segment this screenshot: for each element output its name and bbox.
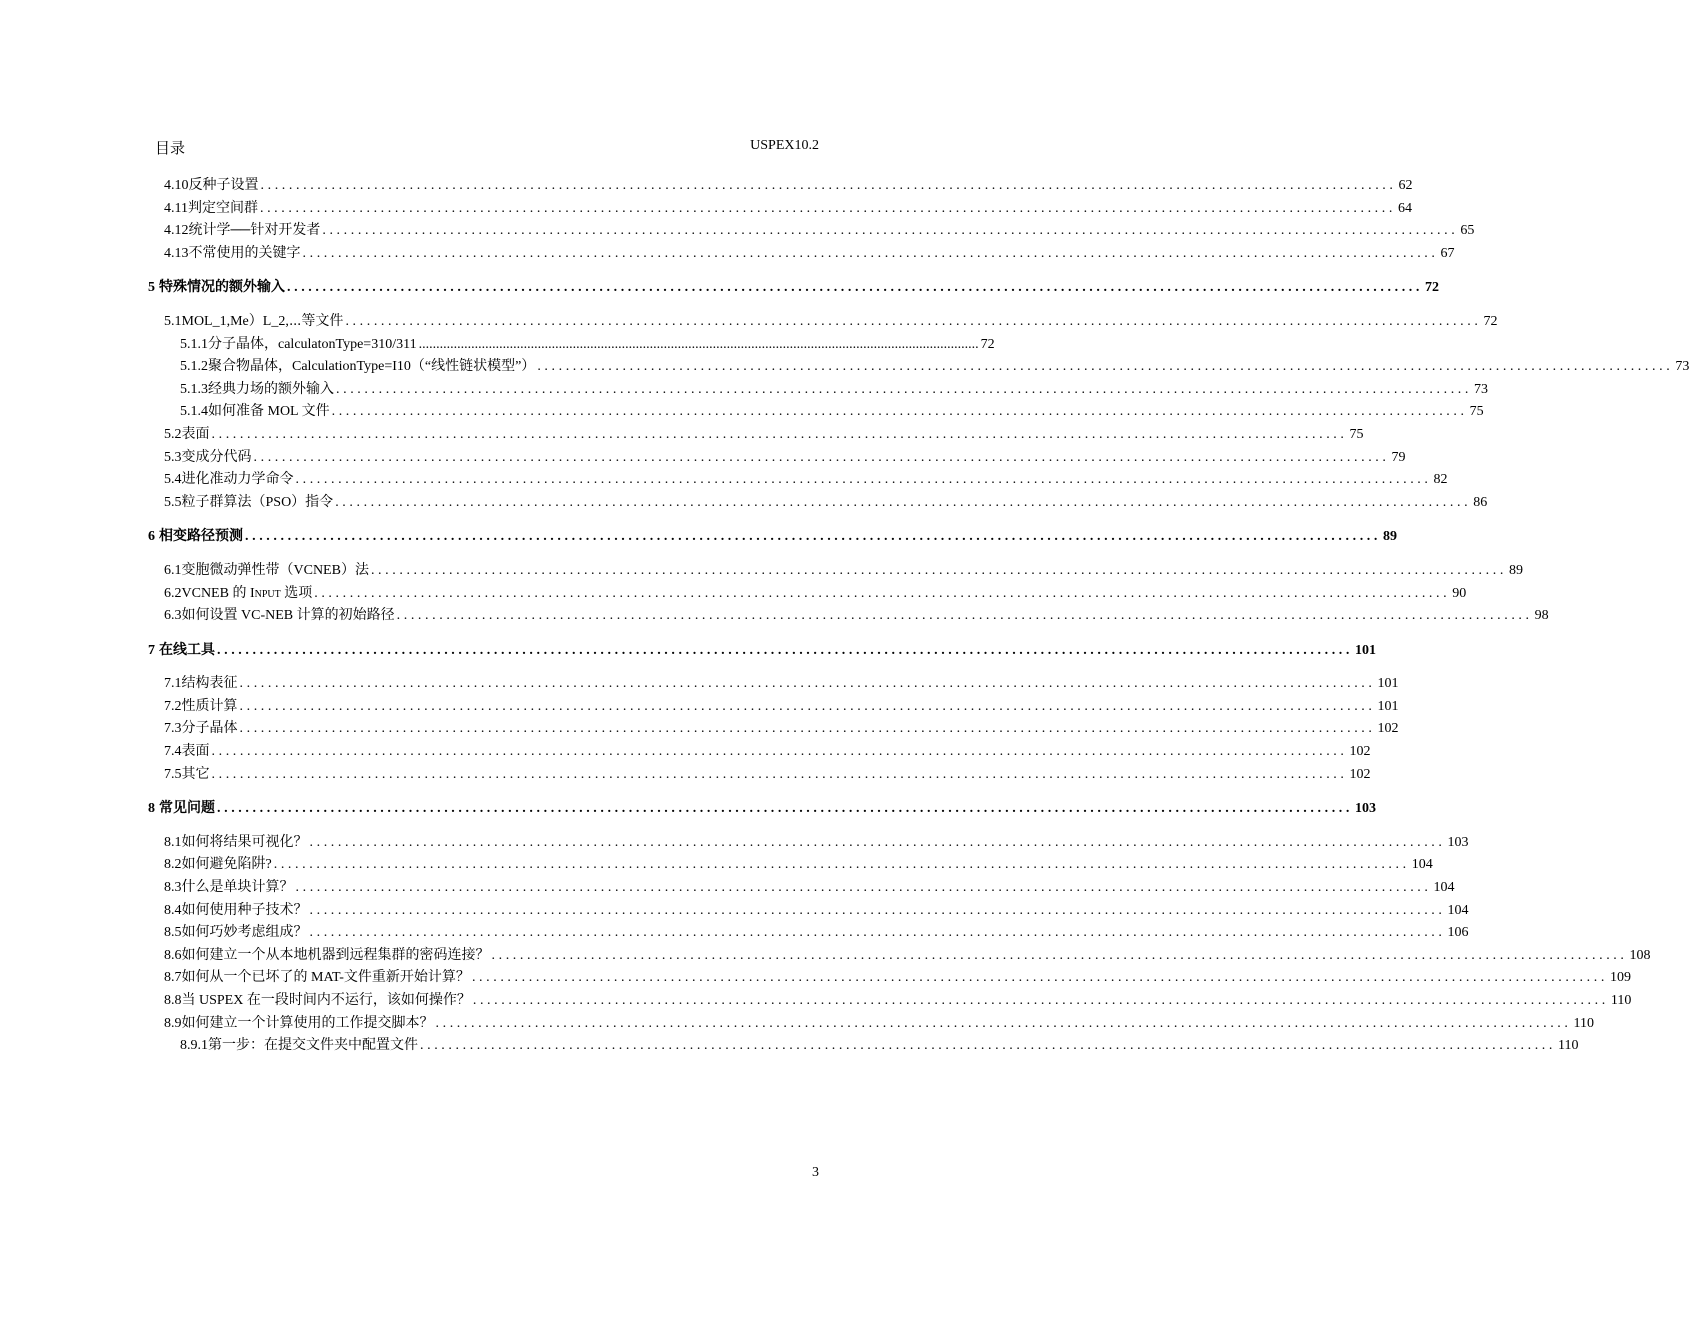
toc-leader-dots: ................................................................................................................................................................ — [435, 1015, 1572, 1031]
toc-leader-dots: ................................................................................................................................................................ — [471, 970, 1608, 986]
toc-entry-title: 统计学──针对开发者 — [188, 223, 321, 239]
header-document-version: USPEX10.2 — [750, 138, 819, 153]
toc-entry-number: 8.4 — [164, 902, 182, 918]
toc-entry-page: 101 — [1377, 698, 1399, 714]
toc-entry-number: 8.9 — [164, 1015, 182, 1031]
toc-entry-title: MOL_1,Me）L_2,⋯等文件 — [181, 313, 344, 329]
toc-entry-number: 4.12 — [164, 223, 189, 239]
toc-leader-dots: ................................................................................................................................................................ — [217, 801, 1353, 817]
toc-entry-title: 如何建立一个从本地机器到远程集群的密码连接？ — [181, 947, 490, 963]
toc-leader-dots: ................................................................................................................................................................ — [217, 642, 1353, 658]
toc-entry[interactable] — [148, 198, 1412, 221]
toc-entry-number: 5.1.3 — [180, 381, 208, 397]
toc-entry[interactable] — [148, 696, 1399, 719]
toc-entry-number: 5.1.4 — [180, 404, 208, 420]
toc-entry[interactable] — [148, 1035, 1579, 1058]
toc-entry[interactable] — [148, 741, 1371, 764]
toc-entry-number: 6.2 — [164, 585, 182, 601]
toc-leader-dots: ................................................................................................................................................................ — [309, 902, 1446, 918]
toc-entry-page: 73 — [1675, 359, 1689, 375]
toc-leader-dots: ................................................................................................................................................................ — [472, 993, 1609, 1008]
toc-entry-page: 67 — [1440, 245, 1455, 261]
toc-leader-dots: ................................................................................................................................................................ — [211, 426, 1348, 442]
toc-entry-page: 109 — [1609, 970, 1631, 986]
table-of-contents — [148, 175, 1689, 1058]
toc-entry-number: 7.1 — [164, 676, 182, 692]
toc-entry-page: 98 — [1534, 608, 1549, 624]
toc-entry[interactable] — [148, 583, 1467, 606]
toc-entry-title: 如何避免陷阱? — [181, 857, 272, 873]
toc-entry-page: 82 — [1433, 472, 1448, 488]
toc-entry[interactable] — [148, 243, 1455, 266]
toc-entry-title: 如何巧妙考虑组成？ — [181, 925, 308, 941]
toc-leader-dots: ................................................................................................................................................................ — [537, 359, 1674, 375]
toc-entry-number: 6.3 — [164, 608, 182, 624]
toc-entry-number: 7.2 — [164, 698, 182, 714]
toc-entry-page: 102 — [1349, 766, 1371, 782]
toc-entry[interactable] — [148, 673, 1399, 696]
toc-entry-page: 110 — [1573, 1015, 1594, 1031]
toc-entry-title: 第一步：在提交文件夹中配置文件 — [208, 1038, 418, 1054]
toc-entry-page: 65 — [1460, 223, 1475, 239]
toc-entry-number: 8.5 — [164, 925, 182, 941]
toc-entry-page: 103 — [1355, 801, 1376, 817]
toc-entry-page: 72 — [1425, 280, 1439, 296]
toc-entry-number: 5.4 — [164, 472, 182, 488]
toc-leader-dots: ................................................................................................................................................................ — [309, 834, 1446, 850]
toc-chapter-entry[interactable] — [148, 526, 1397, 549]
toc-entry-number: 8.1 — [164, 834, 182, 850]
toc-entry-title: 如何准备 MOL 文件 — [208, 404, 330, 420]
toc-entry[interactable] — [148, 945, 1651, 968]
toc-entry-page: 75 — [1469, 404, 1484, 420]
toc-entry-title: 表面 — [181, 426, 210, 442]
toc-entry-title: 进化准动力学命令 — [181, 472, 294, 488]
toc-leader-dots: ................................................................................................................................................................ — [314, 585, 1451, 601]
toc-entry-page: 90 — [1452, 585, 1467, 601]
toc-chapter-entry[interactable] — [148, 640, 1376, 663]
toc-entry-number: 6 — [148, 529, 155, 545]
toc-leader-dots: ................................................................................................................................................................ — [245, 529, 1381, 545]
toc-entry[interactable] — [148, 356, 1689, 379]
toc-leader-dots: ................................................................................................................................................................ — [302, 245, 1439, 261]
toc-entry-title: 粒子群算法（PSO）指令 — [181, 494, 334, 510]
toc-entry-page: 108 — [1629, 947, 1651, 963]
toc-leader-dots: ................................................................................................................................................................ — [322, 223, 1459, 239]
toc-entry-page: 102 — [1349, 744, 1371, 760]
toc-entry-page: 103 — [1447, 834, 1469, 850]
toc-entry[interactable] — [148, 718, 1399, 741]
toc-entry-title: 相变路径预测 — [159, 529, 243, 545]
toc-entry[interactable] — [148, 764, 1371, 787]
toc-leader-dots: ................................................................................................................................................................ — [295, 472, 1432, 488]
toc-entry-title: 聚合物晶体，CalculationType=I10（“线性链状模型”） — [208, 359, 536, 375]
toc-entry-title: 变胞微动弹性带（VCNEB）法 — [181, 562, 369, 578]
toc-entry-number: 5.1.1 — [180, 336, 208, 352]
toc-entry-title: 其它 — [181, 766, 210, 782]
header-section-title: 目录 — [155, 141, 186, 157]
toc-entry-title: 判定空间群 — [187, 200, 258, 216]
toc-chapter-entry[interactable] — [148, 277, 1439, 300]
toc-entry-page: 104 — [1447, 902, 1469, 918]
toc-entry[interactable] — [148, 900, 1469, 923]
toc-leader-dots: ................................................................................................................................................................ — [253, 449, 1390, 465]
toc-entry-page: 86 — [1473, 494, 1488, 510]
toc-entry-page: 89 — [1383, 529, 1397, 545]
toc-entry-page: 104 — [1433, 880, 1455, 896]
toc-entry[interactable] — [148, 1013, 1594, 1036]
toc-entry-page: 110 — [1558, 1038, 1579, 1054]
toc-entry[interactable] — [148, 605, 1549, 628]
toc-entry[interactable] — [148, 854, 1433, 877]
toc-entry-title: 表面 — [181, 744, 210, 760]
toc-leader-dots: ................................................................................................................................................................ — [287, 280, 1423, 296]
page-number: 3 — [812, 1165, 819, 1180]
toc-entry[interactable] — [148, 469, 1448, 492]
toc-leader-dots: ................................................................................................................................................................ — [273, 857, 1410, 873]
toc-leader-dots: ................................................................................................................................................................ — [420, 1038, 1556, 1054]
toc-entry-number: 7.3 — [164, 721, 182, 737]
toc-entry-page: 102 — [1377, 721, 1399, 737]
toc-entry-number: 4.11 — [164, 200, 188, 216]
toc-chapter-entry[interactable] — [148, 798, 1376, 821]
toc-entry[interactable] — [148, 447, 1406, 470]
toc-leader-dots: ................................................................................................................................................................ — [345, 313, 1482, 329]
toc-entry-title: 分子晶体，calculatonType=310/311 — [208, 336, 417, 352]
toc-leader-dots: ................................................................................................................................................................ — [211, 744, 1348, 760]
toc-entry-number: 8.7 — [164, 970, 182, 986]
toc-leader-dots: ................................................................................................................................................................ — [396, 608, 1533, 624]
toc-entry-page: 73 — [1474, 381, 1488, 397]
toc-entry-title: 当 USPEX 在一段时间内不运行，该如何操作？ — [181, 993, 471, 1008]
toc-entry-title: 性质计算 — [181, 698, 238, 714]
toc-entry[interactable] — [148, 922, 1469, 945]
toc-entry-number: 5.2 — [164, 426, 182, 442]
toc-entry[interactable] — [148, 560, 1523, 583]
toc-entry-title: 不常使用的关键字 — [188, 245, 301, 261]
toc-entry-title: VCNEB 的 Input 选项 — [181, 585, 313, 601]
toc-entry-number: 6.1 — [164, 562, 182, 578]
toc-entry-title: 分子晶体 — [181, 721, 238, 737]
toc-leader-dots: ................................................................................................................................................................ — [239, 721, 1376, 737]
toc-entry-title: 反种子设置 — [188, 178, 259, 193]
toc-entry[interactable] — [148, 220, 1475, 243]
toc-leader-dots: ................................................................................................................................................................ — [309, 925, 1446, 941]
toc-entry-page: 89 — [1508, 562, 1523, 578]
toc-entry-page: 104 — [1411, 857, 1433, 873]
toc-entry-number: 7 — [148, 642, 155, 658]
toc-entry[interactable] — [148, 492, 1488, 515]
toc-entry-page: 75 — [1349, 426, 1364, 442]
toc-entry-number: 5.1 — [164, 313, 182, 329]
toc-entry-page: 101 — [1377, 676, 1399, 692]
toc-entry-page: 106 — [1447, 925, 1469, 941]
toc-leader-dots: ................................................................................................................................................................ — [335, 494, 1472, 510]
toc-entry-number: 5.1.2 — [180, 359, 208, 375]
toc-leader-dots: ................................................................................................................................................................ — [336, 381, 1472, 397]
toc-leader-dots: ................................................................................................................................................................ — [331, 404, 1468, 420]
toc-entry-page: 64 — [1397, 200, 1412, 216]
toc-entry[interactable] — [148, 832, 1469, 855]
toc-leader-dots: ................................................................................................................................................................ — [239, 698, 1376, 714]
toc-entry-page: 72 — [980, 336, 995, 352]
toc-entry[interactable] — [148, 175, 1413, 198]
toc-entry[interactable] — [148, 424, 1364, 447]
toc-leader-dots: ................................................................................................................................................................ — [259, 200, 1396, 216]
toc-entry-page: 110 — [1610, 993, 1632, 1008]
toc-entry-title: 经典力场的额外输入 — [208, 381, 334, 397]
toc-entry-title: 特殊情况的额外输入 — [159, 280, 285, 296]
toc-entry-title: 如何从一个已坏了的 MAT-文件重新开始计算？ — [181, 970, 470, 986]
toc-entry-number: 4.10 — [164, 178, 189, 193]
toc-entry-number: 8.6 — [164, 947, 182, 963]
toc-entry[interactable] — [148, 334, 995, 357]
toc-entry-page: 72 — [1483, 313, 1498, 329]
toc-entry-number: 8.8 — [164, 993, 182, 1008]
toc-entry[interactable] — [148, 877, 1455, 900]
toc-entry-number: 8.9.1 — [180, 1038, 208, 1054]
toc-entry[interactable] — [148, 401, 1484, 424]
toc-entry-page: 62 — [1398, 178, 1413, 193]
toc-entry-title: 如何设置 VC-NEB 计算的初始路径 — [181, 608, 395, 624]
toc-leader-dots: ................................................................................................................................................................ — [370, 562, 1507, 578]
toc-entry-number: 4.13 — [164, 245, 189, 261]
toc-entry-page: 79 — [1391, 449, 1406, 465]
toc-leader-dots: ................................................................................................................................................................ — [491, 947, 1628, 963]
toc-entry-number: 7.5 — [164, 766, 182, 782]
toc-entry-title: 如何将结果可视化？ — [181, 834, 308, 850]
toc-entry-number: 7.4 — [164, 744, 182, 760]
toc-entry-number: 5.5 — [164, 494, 182, 510]
toc-leader-dots: ................................................................................................................................................................ — [239, 676, 1376, 692]
toc-entry-title: 变成分代码 — [181, 449, 252, 465]
toc-entry-number: 5.3 — [164, 449, 182, 465]
toc-entry-title: 如何使用种子技术？ — [181, 902, 308, 918]
toc-leader-dots: ................................................................................................................................................................ — [211, 766, 1348, 782]
toc-entry-title: 在线工具 — [159, 642, 215, 658]
toc-leader-dots: ................................................................................................................................................................ — [260, 178, 1397, 193]
toc-leader-dots: ................................................................................................................................................................ — [295, 880, 1432, 896]
toc-entry[interactable] — [148, 379, 1488, 402]
toc-entry-title: 如何建立一个计算使用的工作提交脚本？ — [181, 1015, 434, 1031]
toc-entry-number: 5 — [148, 280, 155, 296]
toc-entry-page: 101 — [1355, 642, 1376, 658]
toc-entry-title: 常见问题 — [159, 801, 215, 817]
toc-leader-dots: ................................................................................................................................................................ — [418, 336, 979, 352]
toc-entry-number: 8.2 — [164, 857, 182, 873]
toc-entry-number: 8 — [148, 801, 155, 817]
toc-entry[interactable] — [148, 311, 1498, 334]
toc-entry-title: 结构表征 — [181, 676, 238, 692]
toc-entry[interactable] — [148, 967, 1631, 990]
toc-entry[interactable] — [148, 990, 1632, 1013]
toc-entry-number: 8.3 — [164, 880, 182, 896]
toc-entry-title: 什么是单块计算？ — [181, 880, 294, 896]
